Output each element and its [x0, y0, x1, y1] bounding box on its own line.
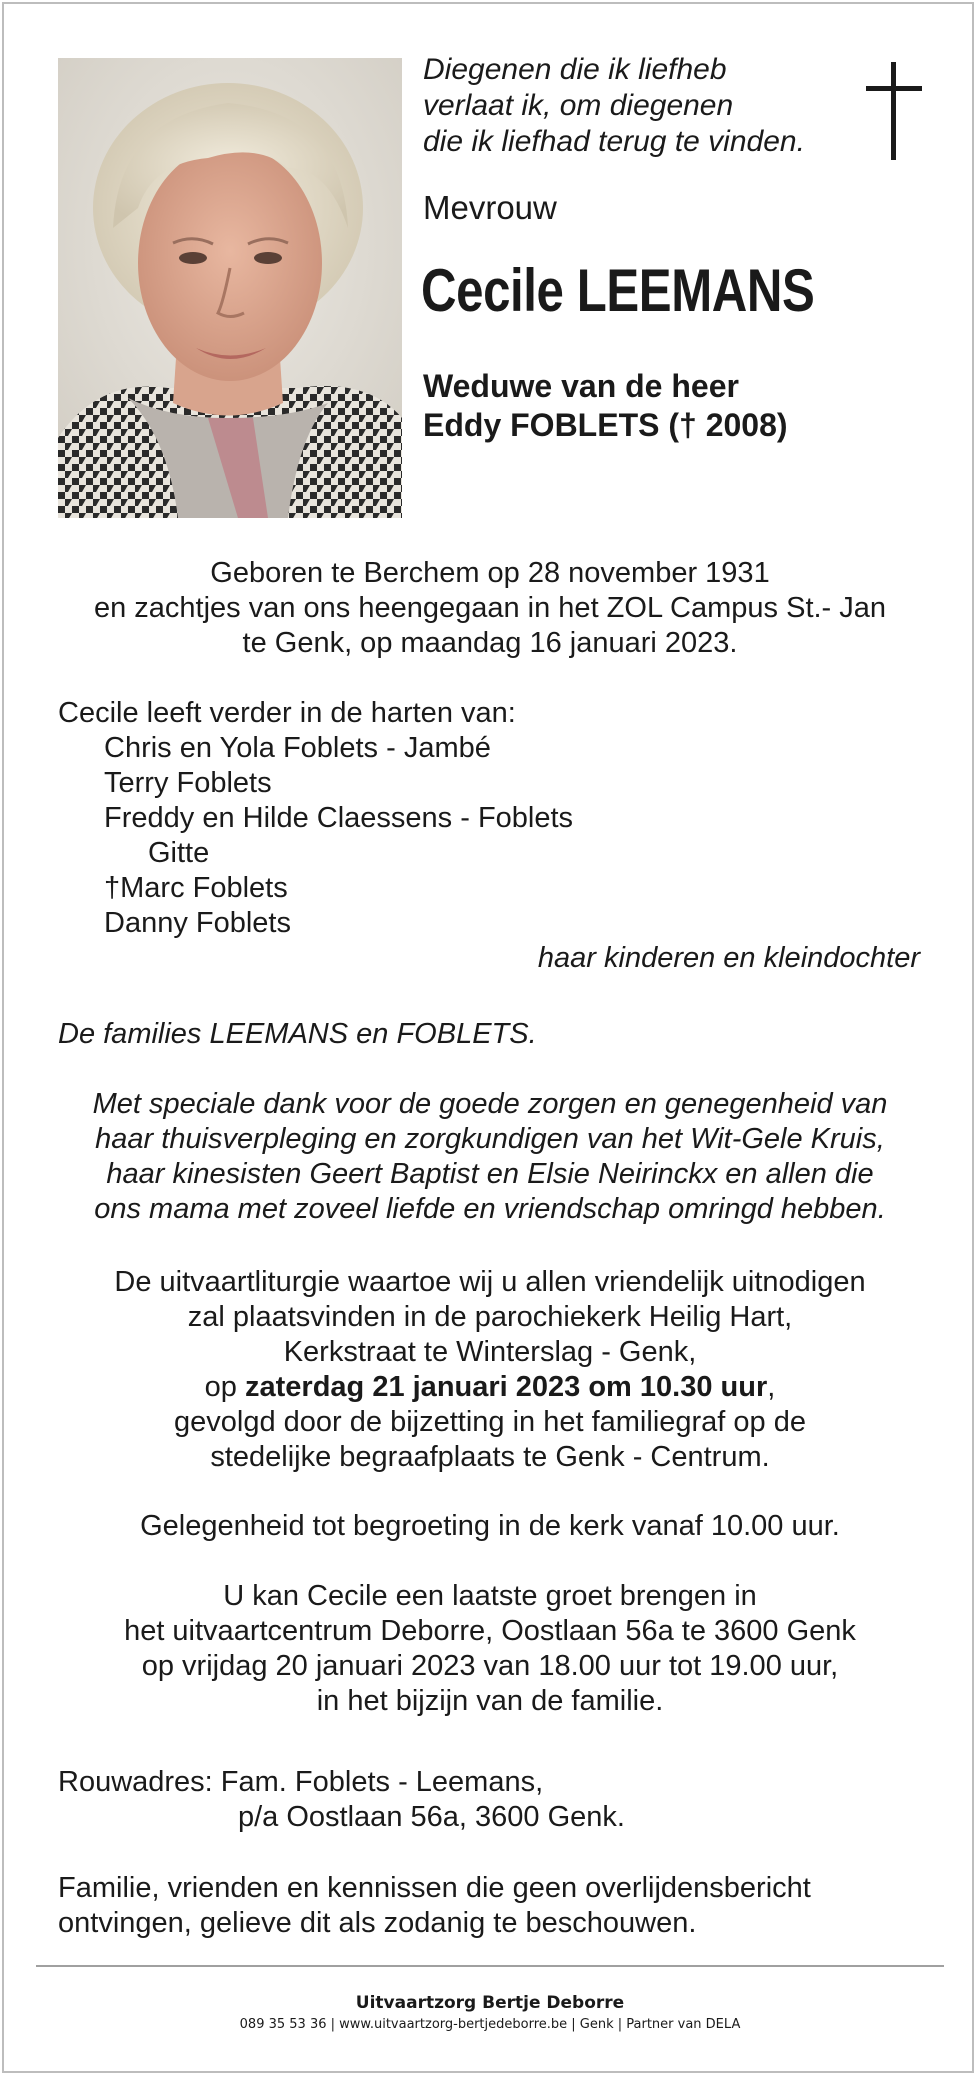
- text-line: De uitvaartliturgie waartoe wij u allen vriendelijk uitnodigen: [114, 1266, 866, 1298]
- text-line: haar thuisverpleging en zorgkundigen van het Wit-Gele Kruis,: [95, 1123, 885, 1155]
- family-member: Danny Foblets: [104, 907, 291, 939]
- text-line: in het bijzijn van de familie.: [316, 1685, 664, 1717]
- quote-line: Diegenen die ik liefheb: [423, 53, 727, 86]
- family-member: †Marc Foblets: [104, 872, 288, 904]
- family-caption: haar kinderen en kleindochter: [537, 942, 920, 974]
- text-line: U kan Cecile een laatste groet brengen in: [223, 1580, 757, 1612]
- family-member: Terry Foblets: [104, 767, 272, 799]
- text-line: zal plaatsvinden in de parochiekerk Heilig Hart,: [187, 1301, 793, 1333]
- text-line: Kerkstraat te Winterslag - Genk,: [283, 1336, 697, 1368]
- text-line: ontvingen, gelieve dit als zodanig te beschouwen.: [58, 1907, 697, 1939]
- text-line: Geboren te Berchem op 28 november 1931: [210, 557, 770, 589]
- family-list: [58, 696, 938, 976]
- text-line: te Genk, op maandag 16 januari 2023.: [242, 627, 738, 659]
- address-line: Rouwadres: Fam. Foblets - Leemans,: [58, 1766, 544, 1798]
- family-member: Gitte: [148, 837, 210, 869]
- funeral-home-name: Uitvaartzorg Bertje Deborre: [355, 1993, 625, 2013]
- visitation-info: [30, 1579, 950, 1719]
- memorial-quote: [423, 52, 843, 160]
- text-line: haar kinesisten Geert Baptist en Elsie Neirinckx en allen die: [106, 1158, 874, 1190]
- quote-line: die ik liefhad terug te vinden.: [423, 125, 805, 158]
- text-line: stedelijke begraafplaats te Genk - Centrum.: [210, 1441, 770, 1473]
- family-member: Chris en Yola Foblets - Jambé: [104, 732, 491, 764]
- families-line: De families LEEMANS en FOBLETS.: [58, 1018, 537, 1050]
- condolence-info: Gelegenheid tot begroeting in de kerk vanaf 10.00 uur.: [140, 1510, 840, 1542]
- text-line: Met speciale dank voor de goede zorgen en genegenheid van: [92, 1088, 888, 1120]
- text-line: het uitvaartcentrum Deborre, Oostlaan 56a te 3600 Genk: [124, 1615, 856, 1647]
- deceased-name: Cecile LEEMANS: [421, 257, 815, 324]
- thanks-message: [30, 1087, 950, 1227]
- family-intro: Cecile leeft verder in de harten van:: [58, 697, 516, 729]
- closing-note: [58, 1871, 938, 1941]
- funeral-details: [30, 1265, 950, 1475]
- address-line: p/a Oostlaan 56a, 3600 Genk.: [238, 1801, 625, 1833]
- text-line: Familie, vrienden en kennissen die geen overlijdensbericht: [58, 1872, 811, 1904]
- text-line: gevolgd door de bijzetting in het familiegraf op de: [174, 1406, 806, 1438]
- mourning-address: [58, 1765, 938, 1835]
- widow-line: Eddy FOBLETS († 2008): [423, 407, 788, 443]
- quote-line: verlaat ik, om diegenen: [423, 89, 734, 122]
- text-line: op vrijdag 20 januari 2023 van 18.00 uur tot 19.00 uur,: [141, 1650, 839, 1682]
- portrait-photo: [58, 58, 402, 518]
- date-suffix: ,: [767, 1371, 776, 1403]
- salutation: Mevrouw: [423, 189, 557, 226]
- widow-statement: [423, 367, 788, 445]
- text-line: en zachtjes van ons heengegaan in het ZOL Campus St.- Jan: [93, 592, 887, 624]
- family-member: Freddy en Hilde Claessens - Foblets: [104, 802, 574, 834]
- funeral-date-line: [30, 1370, 950, 1405]
- date-prefix: op: [204, 1371, 245, 1403]
- footer-divider: [36, 1965, 944, 1967]
- text-line: ons mama met zoveel liefde en vriendschap omringd hebben.: [94, 1193, 886, 1225]
- funeral-home-contact: 089 35 53 36 | www.uitvaartzorg-bertjedeborre.be | Genk | Partner van DELA: [239, 2017, 741, 2032]
- birth-death-details: [30, 556, 950, 661]
- latin-cross-icon: [866, 62, 922, 160]
- funeral-date: zaterdag 21 januari 2023 om 10.30 uur: [245, 1371, 768, 1403]
- widow-line: Weduwe van de heer: [423, 368, 739, 404]
